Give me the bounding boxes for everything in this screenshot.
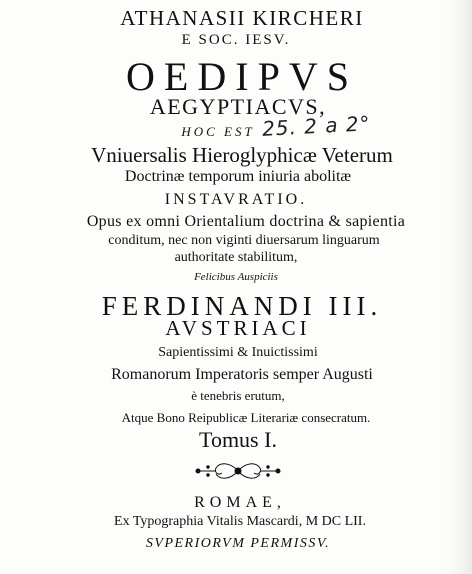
austriaci-line: AVSTRIACI <box>165 316 311 340</box>
hoc-est-line: HOC EST <box>181 124 255 139</box>
authoritate-line: authoritate stabilitum, <box>174 250 298 265</box>
conditum-line: conditum, nec non viginti diuersarum linguarum <box>108 233 380 248</box>
atque-line: Atque Bono Reipublicæ Literariæ consecratum. <box>121 410 371 425</box>
permission-line: SVPERIORVM PERMISSV. <box>145 536 331 551</box>
society-line: E SOC. IESV. <box>181 32 291 48</box>
e-tenebris-line: è tenebris erutum, <box>191 388 285 403</box>
printer-line: Ex Typographia Vitalis Mascardi, M DC LII. <box>114 514 366 529</box>
book-title: OEDIPVS <box>126 54 358 99</box>
doctrinae-line: Doctrinæ temporum iniuria abolitæ <box>124 168 352 185</box>
romanorum-line: Romanorum Imperatoris semper Augusti <box>111 366 373 383</box>
place-roma: ROMAE, <box>194 494 286 511</box>
ferdinandi-line: FERDINANDI III. <box>101 291 383 321</box>
handwritten-annotation: 25. 2 a 2° <box>261 111 372 141</box>
sapientissimi-line: Sapientissimi & Inuictissimi <box>158 345 318 360</box>
universalis-line: Vniuersalis Hieroglyphicæ Veterum <box>91 143 393 167</box>
opus-line: Opus ex omni Orientalium doctrina & sapientia <box>86 213 406 230</box>
book-subtitle: AEGYPTIACVS, <box>149 94 327 119</box>
volume-label: Tomus I. <box>199 427 277 452</box>
felicibus-line: Felicibus Auspiciis <box>194 271 278 283</box>
instauratio-line: INSTAVRATIO. <box>164 191 308 208</box>
author-name: ATHANASII KIRCHERI <box>120 6 364 30</box>
floral-ornament-icon <box>186 460 290 482</box>
